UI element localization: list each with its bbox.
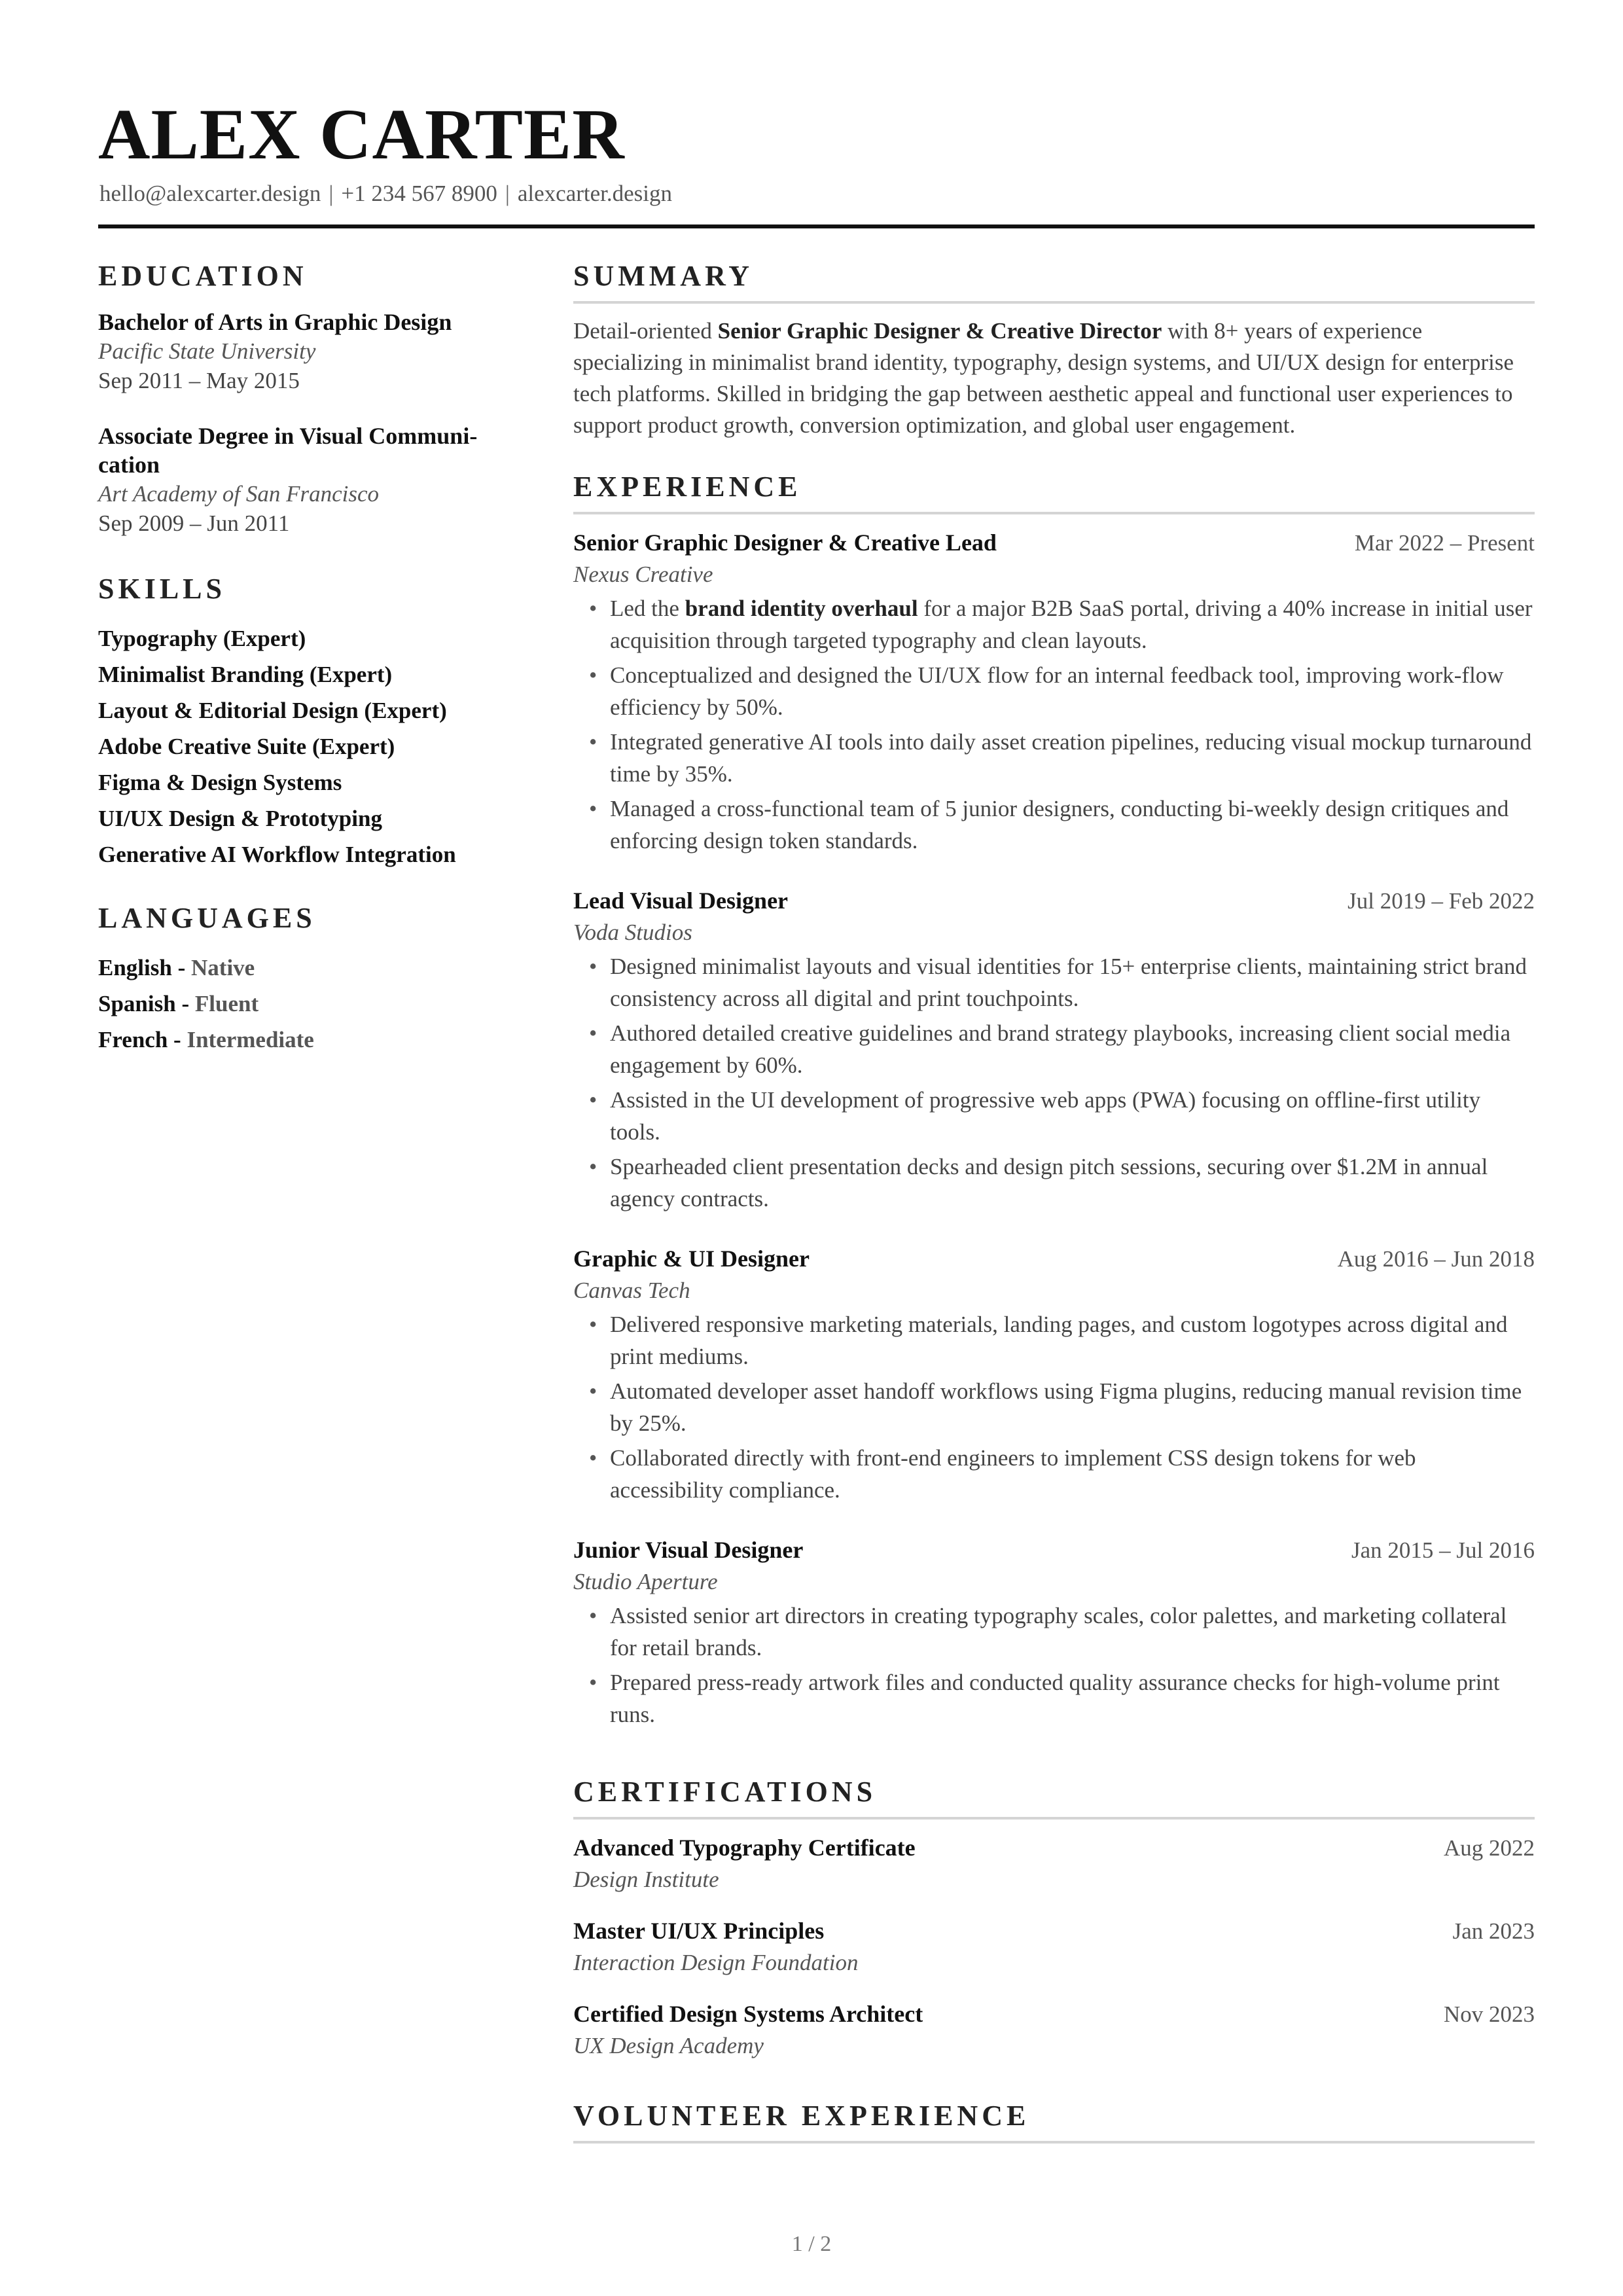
volunteer-heading: VOLUNTEER EXPERIENCE [573,2102,1535,2144]
header-divider [98,224,1535,228]
company-name: Nexus Creative [573,562,713,587]
bullet-item: • Collaborated directly with front-end engineers to implement CSS design tokens for web accessibility compliance. [573,1442,1535,1506]
bullet-item: • Integrated generative AI tools into daily asset creation pipelines, reducing visual mockup turnaround time by 35%. [573,726,1535,790]
languages-list [98,950,530,1058]
bullet-item: • Designed minimalist layouts and visual identities for 15+ enterprise clients, maintaining strict brand consistency across all digital and print touchpoints. [573,950,1535,1014]
experience-heading: EXPERIENCE [573,473,1535,514]
certification-name: Advanced Typography Certificate [573,1835,916,1861]
language-name: French [98,1027,168,1052]
skill-item: Adobe Creative Suite (Expert) [98,734,395,759]
skills-list [98,620,530,872]
job-bullets [573,1308,1535,1506]
skill-item: Minimalist Branding (Expert) [98,662,393,687]
certification-date: Aug 2022 [1443,1835,1535,1861]
language-item [98,1022,530,1058]
company-name: Studio Aperture [573,1569,718,1594]
right-column [573,262,1535,2155]
job-dates: Jul 2019 – Feb 2022 [1347,888,1535,914]
bullet-item: • Spearheaded client presentation decks and design pitch sessions, securing over $1.2M in annual agency contracts. [573,1151,1535,1215]
job-title: Senior Graphic Designer & Creative Lead [573,529,997,556]
skill-item: Generative AI Workflow Integration [98,842,456,867]
degree: Bachelor of Arts in Graphic Design [98,309,452,335]
candidate-name: ALEX CARTER [98,94,625,174]
summary-body: with 8+ years of experience specializing in minimalist brand identity, typography, design systems, and UI/UX design for enterprise tech platforms. Skilled in bridging the gap between aesthetic appeal and functional user experiences to support product growth, conversion optimization, and global user engagement. [573,318,1514,438]
separator: | [505,181,510,206]
separator: | [329,181,334,206]
job-bullets [573,592,1535,857]
language-dash: - [171,955,192,980]
job-dates: Aug 2016 – Jun 2018 [1337,1246,1535,1272]
language-dash: - [175,991,195,1016]
language-level: Intermediate [187,1027,314,1052]
language-item [98,986,530,1022]
job-dates: Jan 2015 – Jul 2016 [1351,1537,1535,1563]
bullet-item: • Conceptualized and designed the UI/UX flow for an internal feedback tool, improving work-flow efficiency by 50%. [573,659,1535,723]
website-link[interactable]: alexcarter.design [517,181,673,206]
certifications-heading: CERTIFICATIONS [573,1778,1535,1820]
bullet-highlight: brand identity overhaul [685,596,918,621]
certification-item [573,1914,1535,1978]
education-dates: Sep 2011 – May 2015 [98,368,300,393]
skill-item: Typography (Expert) [98,626,306,651]
company-name: Voda Studios [573,920,692,945]
job-entry [573,884,1535,1215]
education-dates: Sep 2009 – Jun 2011 [98,511,290,536]
summary-intro: Detail-oriented [573,318,718,344]
language-item [98,950,530,986]
company-name: Canvas Tech [573,1278,690,1303]
education-heading: EDUCATION [98,260,308,292]
certification-issuer: Design Institute [573,1867,719,1892]
certification-issuer: Interaction Design Foundation [573,1950,859,1975]
bullet-item: • Automated developer asset handoff workflows using Figma plugins, reducing manual revision time by 25%. [573,1375,1535,1439]
job-bullets [573,1600,1535,1731]
job-entry [573,1534,1535,1731]
job-dates: Mar 2022 – Present [1354,530,1535,556]
school: Art Academy of San Francisco [98,481,379,507]
education-item [98,422,530,538]
degree: Associate Degree in Visual Communi- [98,423,478,449]
certification-item [573,1831,1535,1895]
phone-number[interactable]: +1 234 567 8900 [341,181,497,206]
certification-name: Master UI/UX Principles [573,1918,825,1944]
job-title: Lead Visual Designer [573,888,789,914]
skills-heading: SKILLS [98,573,226,605]
left-column [98,262,530,1058]
bullet-item: • Delivered responsive marketing materials, landing pages, and custom logotypes across digital and print mediums. [573,1308,1535,1372]
job-entry [573,1242,1535,1506]
language-level: Fluent [194,991,259,1016]
language-name: English [98,955,172,980]
certification-name: Certified Design Systems Architect [573,2001,923,2027]
certification-issuer: UX Design Academy [573,2033,764,2058]
bullet-item [573,592,1535,656]
bullet-item: • Prepared press-ready artwork files and conducted quality assurance checks for high-volume print runs. [573,1666,1535,1731]
summary-role: Senior Graphic Designer & Creative Director [717,318,1162,344]
certification-item [573,1998,1535,2061]
bullet-item: • Authored detailed creative guidelines and brand strategy playbooks, increasing client social media engagement by 60%. [573,1017,1535,1081]
degree-continued: cation [98,452,160,478]
job-title: Junior Visual Designer [573,1537,804,1563]
contact-line [99,181,672,207]
certification-date: Jan 2023 [1452,1918,1535,1944]
job-title: Graphic & UI Designer [573,1246,810,1272]
bullet-item: • Assisted in the UI development of progressive web apps (PWA) focusing on offline-first utility tools. [573,1084,1535,1148]
email-link[interactable]: hello@alexcarter.design [99,181,321,206]
page-number: 1 / 2 [791,2232,832,2256]
bullet-text: for a major B2B SaaS portal, driving a 40% increase in initial user acquisition through targeted typography and clean layouts. [610,596,1533,653]
skill-item: Figma & Design Systems [98,770,342,795]
skill-item: Layout & Editorial Design (Expert) [98,698,447,723]
bullet-item: • Assisted senior art directors in creating typography scales, color palettes, and marketing collateral for retail brands. [573,1600,1535,1664]
summary-text [573,315,1535,441]
language-name: Spanish [98,991,176,1016]
job-entry [573,526,1535,857]
school: Pacific State University [98,338,316,364]
certification-date: Nov 2023 [1443,2001,1535,2027]
summary-heading: SUMMARY [573,262,1535,304]
skill-item: UI/UX Design & Prototyping [98,806,382,831]
bullet-text: Led the [610,596,685,621]
language-dash: - [168,1027,187,1052]
education-item [98,308,530,395]
languages-heading: LANGUAGES [98,902,316,934]
bullet-item: • Managed a cross-functional team of 5 junior designers, conducting bi-weekly design critiques and enforcing design token standards. [573,793,1535,857]
job-bullets [573,950,1535,1215]
language-level: Native [191,955,255,980]
